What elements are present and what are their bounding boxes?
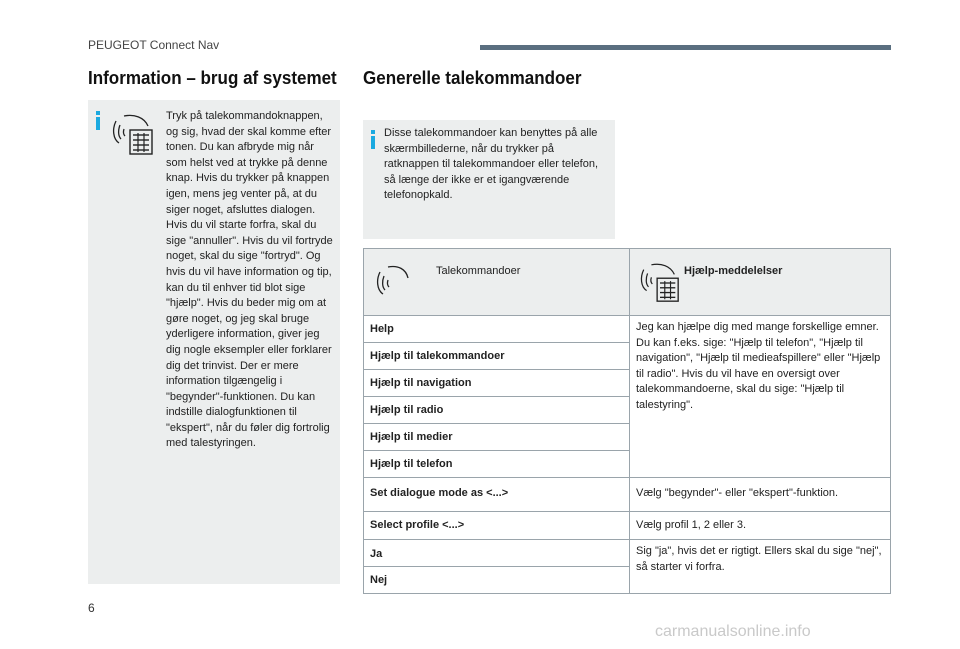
command-cell: Help [364,316,630,343]
command-cell: Ja [364,540,630,567]
watermark: carmanualsonline.info [655,623,811,640]
column-header-help [630,249,891,316]
right-info-text: Disse talekommandoer kan benyttes på alle skærmbillederne, når du trykker på ratknappen til talekommandoer eller telefon, så længe der ikke er et igangværende telefonopkald. [384,127,599,202]
command-cell: Set dialogue mode as <...> [364,478,630,512]
command-cell: Nej [364,567,630,594]
column-header-commands [364,249,630,316]
help-message-cell: Vælg profil 1, 2 eller 3. [630,512,891,540]
header-bar [480,45,891,50]
help-message-cell: Vælg "begynder"- eller "ekspert"-funktion. [630,478,891,512]
command-cell: Hjælp til talekommandoer [364,343,630,370]
help-message-cell: Jeg kan hjælpe dig med mange forskellige emner. Du kan f.eks. sige: "Hjælp til telefon", "Hjælp til navigation", "Hjælp til medieafspillere" eller "Hjælp til radio". Hvis du vil have en oversigt over talekommandoerne, skal du sige: "Hjælp til talestyring". [630,316,891,478]
voice-command-keypad-icon [110,112,156,158]
table-row [364,316,891,343]
table-row [364,540,891,567]
command-cell: Hjælp til navigation [364,370,630,397]
table-row [364,478,891,512]
table-row [364,512,891,540]
help-message-cell: Sig "ja", hvis det er rigtigt. Ellers skal du sige "nej", så starter vi forfra. [630,540,891,594]
column-header-commands-label: Talekommandoer [436,265,521,277]
voice-command-icon [374,260,412,302]
left-section-title: Information – brug af systemet [88,67,337,88]
command-cell: Hjælp til telefon [364,451,630,478]
command-cell: Hjælp til medier [364,424,630,451]
command-cell: Hjælp til radio [364,397,630,424]
voice-command-keypad-icon [638,260,682,306]
command-cell: Select profile <...> [364,512,630,540]
section-label: PEUGEOT Connect Nav [88,38,220,52]
page-number: 6 [88,601,95,615]
column-header-help-label: Hjælp-meddelelser [684,265,783,277]
voice-command-table [363,248,891,594]
left-body-text: Tryk på talekommandoknappen, og sig, hvad der skal komme efter tonen. Du kan afbryde mig når som helst ved at trykke på denne knap. Hvis du trykker på knappen igen, mens jeg venter på, at du siger noget, afsluttes dialogen. Hvis du vil starte forfra, skal du sige "annuller". Hvis du vil fortryde noget, skal du sige "fortryd". Og hvis du vil have information og tip, kan du til enhver tid blot sige "hjælp". Hvis du beder mig om at gøre noget, og jeg skal bruge yderligere information, giver jeg dig nogle eksempler eller forklarer dig det trinvist. Der er mere information tilgængelig i "begynder"-funktionen. Du kan indstille dialogfunktionen til "ekspert", når du føler dig fortrolig med talestyringen. [166,110,333,450]
right-section-title: Generelle talekommandoer [363,67,582,88]
